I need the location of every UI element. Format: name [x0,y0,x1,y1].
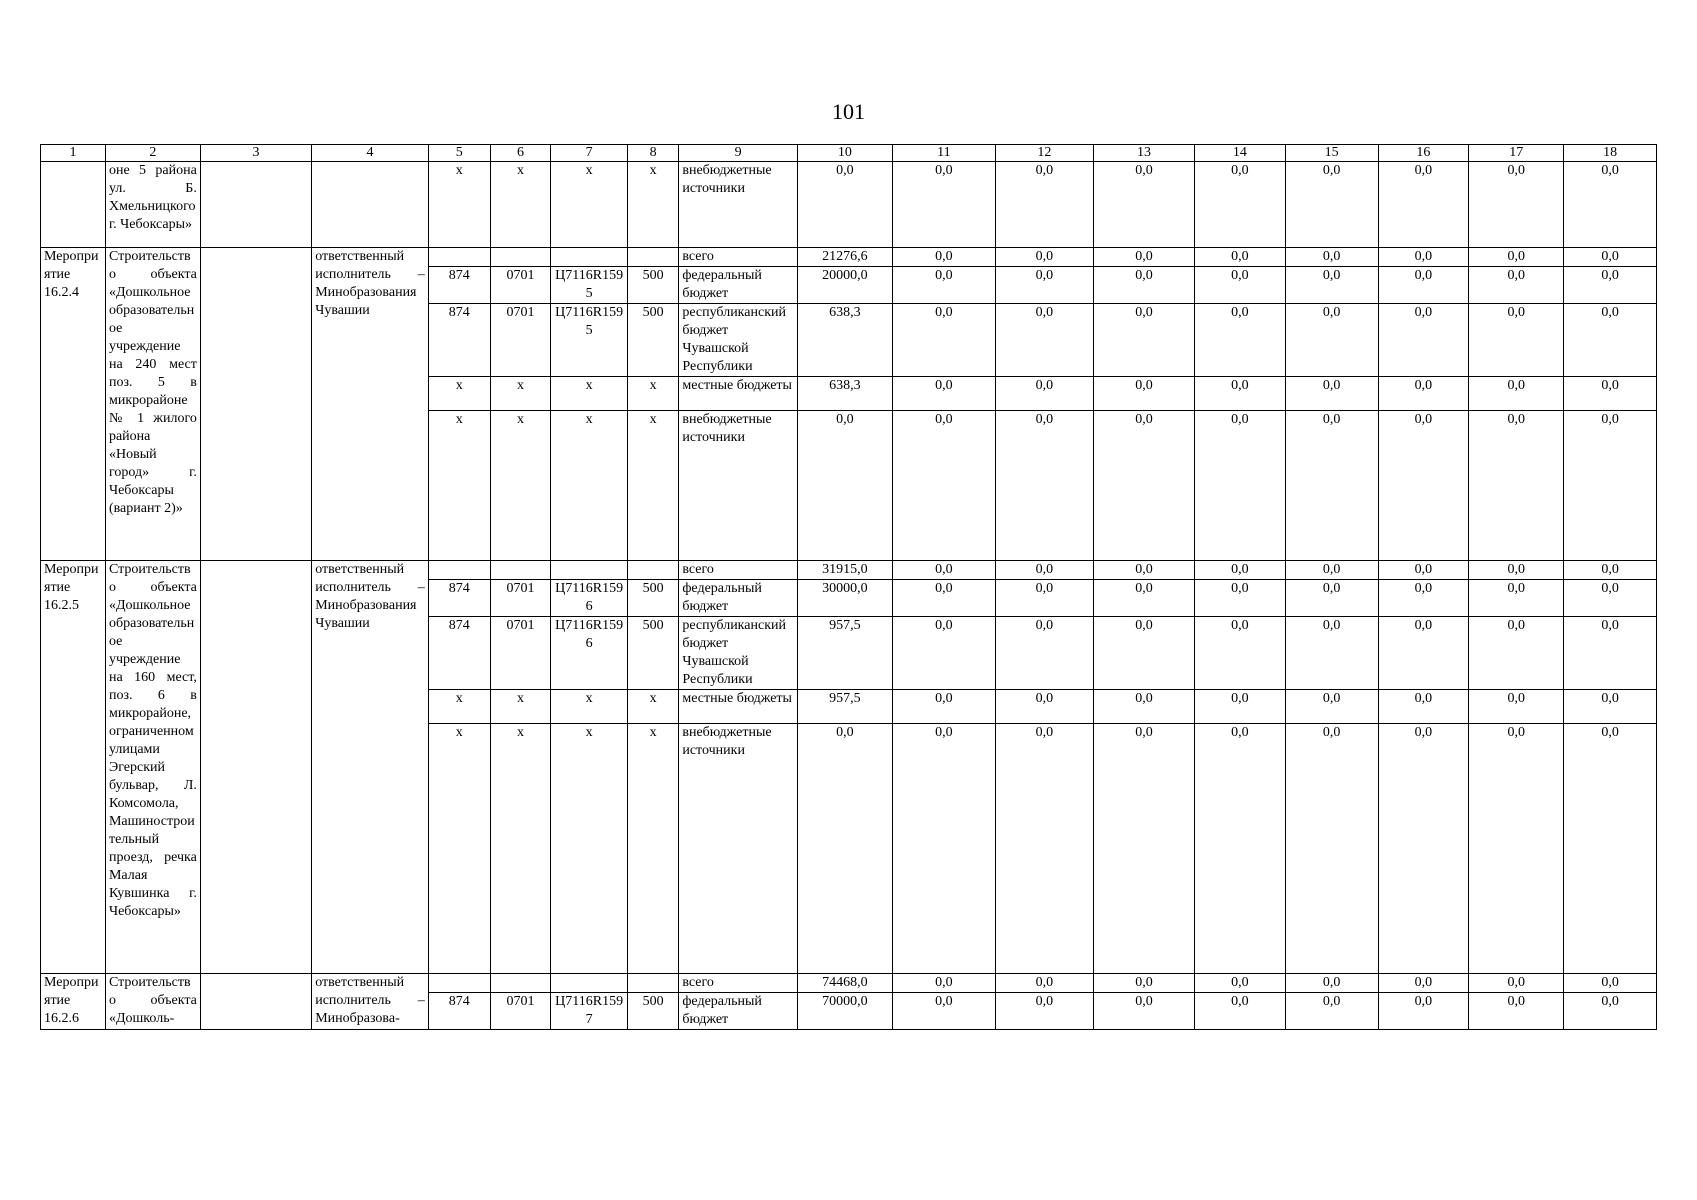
y11-cell: 0,0 [892,724,995,974]
rz-cell: 0701 [490,993,551,1030]
table-row [41,162,1657,248]
y18-cell: 0,0 [1564,377,1657,411]
y14-cell: 0,0 [1194,690,1285,724]
measure-name-cell: оне 5 района ул. Б. Хмельницкого г. Чебоксары» [105,162,200,248]
y13-cell: 0,0 [1093,617,1194,690]
csr-cell: Ц7116R1595 [551,304,627,377]
vr-cell: х [627,162,679,248]
vr-cell: 500 [627,993,679,1030]
source-cell: всего [679,561,798,580]
participant-cell [200,974,311,1030]
kfsr-cell [428,974,490,993]
source-cell: республиканский бюджет Чувашской Республики [679,617,798,690]
y12-cell: 0,0 [995,690,1093,724]
csr-cell: Ц7116R1596 [551,617,627,690]
table-row [41,561,1657,580]
source-cell: всего [679,248,798,267]
rz-cell: 0701 [490,267,551,304]
y18-cell: 0,0 [1564,411,1657,561]
rz-cell [490,561,551,580]
kfsr-cell: х [428,690,490,724]
y13-cell: 0,0 [1093,267,1194,304]
kfsr-cell [428,561,490,580]
y18-cell: 0,0 [1564,304,1657,377]
y14-cell: 0,0 [1194,580,1285,617]
y14-cell: 0,0 [1194,377,1285,411]
y17-cell: 0,0 [1469,304,1564,377]
y10-cell: 70000,0 [797,993,892,1030]
csr-cell: Ц7116R1595 [551,267,627,304]
y14-cell: 0,0 [1194,561,1285,580]
y15-cell: 0,0 [1285,974,1378,993]
y12-cell: 0,0 [995,974,1093,993]
source-cell: республиканский бюджет Чувашской Республики [679,304,798,377]
page-number: 101 [832,99,865,124]
y11-cell: 0,0 [892,267,995,304]
y12-cell: 0,0 [995,561,1093,580]
y16-cell: 0,0 [1378,993,1469,1030]
y10-cell: 20000,0 [797,267,892,304]
vr-cell: 500 [627,617,679,690]
vr-cell: х [627,377,679,411]
y17-cell: 0,0 [1469,580,1564,617]
measure-label-cell [41,162,106,248]
kfsr-cell: х [428,162,490,248]
y12-cell: 0,0 [995,724,1093,974]
kfsr-cell [428,248,490,267]
y16-cell: 0,0 [1378,724,1469,974]
y16-cell: 0,0 [1378,974,1469,993]
y11-cell: 0,0 [892,690,995,724]
y17-cell: 0,0 [1469,411,1564,561]
y11-cell: 0,0 [892,377,995,411]
rz-cell [490,248,551,267]
y13-cell: 0,0 [1093,377,1194,411]
y18-cell: 0,0 [1564,162,1657,248]
vr-cell [627,561,679,580]
y14-cell: 0,0 [1194,162,1285,248]
y11-cell: 0,0 [892,304,995,377]
kfsr-cell: 874 [428,580,490,617]
y16-cell: 0,0 [1378,304,1469,377]
column-header: 13 [1093,145,1194,162]
executor-cell [312,162,429,248]
y12-cell: 0,0 [995,162,1093,248]
rz-cell: х [490,724,551,974]
y15-cell: 0,0 [1285,993,1378,1030]
csr-cell: Ц7116R1597 [551,993,627,1030]
y18-cell: 0,0 [1564,974,1657,993]
y17-cell: 0,0 [1469,162,1564,248]
kfsr-cell: 874 [428,304,490,377]
y14-cell: 0,0 [1194,304,1285,377]
source-cell: внебюджетные источники [679,411,798,561]
executor-cell: ответственный исполнитель – Минобразования Чувашии [312,248,429,561]
vr-cell [627,248,679,267]
csr-cell [551,974,627,993]
y15-cell: 0,0 [1285,304,1378,377]
vr-cell: 500 [627,267,679,304]
column-header: 12 [995,145,1093,162]
source-cell: всего [679,974,798,993]
csr-cell: х [551,690,627,724]
csr-cell: Ц7116R1596 [551,580,627,617]
y11-cell: 0,0 [892,248,995,267]
y14-cell: 0,0 [1194,267,1285,304]
source-cell: федеральный бюджет [679,580,798,617]
csr-cell: х [551,724,627,974]
y15-cell: 0,0 [1285,561,1378,580]
rz-cell: х [490,377,551,411]
kfsr-cell: х [428,411,490,561]
rz-cell: х [490,690,551,724]
y10-cell: 957,5 [797,690,892,724]
y16-cell: 0,0 [1378,377,1469,411]
measure-name-cell: Строительство объекта «Дошкольное образовательное учреждение на 240 мест поз. 5 в микрорайоне № 1 жилого района «Новый город» г. Чебоксары (вариант 2)» [105,248,200,561]
participant-cell [200,248,311,561]
y17-cell: 0,0 [1469,561,1564,580]
header-row [41,145,1657,162]
y12-cell: 0,0 [995,580,1093,617]
y11-cell: 0,0 [892,993,995,1030]
column-header: 15 [1285,145,1378,162]
column-header: 9 [679,145,798,162]
vr-cell: 500 [627,580,679,617]
y18-cell: 0,0 [1564,724,1657,974]
y10-cell: 0,0 [797,411,892,561]
y15-cell: 0,0 [1285,377,1378,411]
y11-cell: 0,0 [892,561,995,580]
y14-cell: 0,0 [1194,724,1285,974]
y10-cell: 0,0 [797,162,892,248]
y16-cell: 0,0 [1378,580,1469,617]
y18-cell: 0,0 [1564,248,1657,267]
measure-label-cell: Мероприятие 16.2.4 [41,248,106,561]
kfsr-cell: 874 [428,267,490,304]
y10-cell: 30000,0 [797,580,892,617]
y15-cell: 0,0 [1285,267,1378,304]
column-header: 18 [1564,145,1657,162]
measure-name-cell: Строительство объекта «Дошколь- [105,974,200,1030]
budget-table [40,144,1657,1030]
column-header: 10 [797,145,892,162]
source-cell: внебюджетные источники [679,724,798,974]
rz-cell: 0701 [490,304,551,377]
csr-cell [551,561,627,580]
csr-cell: х [551,162,627,248]
vr-cell: х [627,690,679,724]
measure-label-cell: Мероприятие 16.2.5 [41,561,106,974]
y11-cell: 0,0 [892,617,995,690]
table-row [41,974,1657,993]
y13-cell: 0,0 [1093,411,1194,561]
y14-cell: 0,0 [1194,993,1285,1030]
y10-cell: 74468,0 [797,974,892,993]
y18-cell: 0,0 [1564,617,1657,690]
y10-cell: 638,3 [797,377,892,411]
y16-cell: 0,0 [1378,411,1469,561]
column-header: 8 [627,145,679,162]
y10-cell: 638,3 [797,304,892,377]
y13-cell: 0,0 [1093,993,1194,1030]
rz-cell: 0701 [490,580,551,617]
source-cell: федеральный бюджет [679,993,798,1030]
y12-cell: 0,0 [995,267,1093,304]
y13-cell: 0,0 [1093,561,1194,580]
y17-cell: 0,0 [1469,377,1564,411]
csr-cell [551,248,627,267]
y10-cell: 31915,0 [797,561,892,580]
y12-cell: 0,0 [995,304,1093,377]
vr-cell: 500 [627,304,679,377]
rz-cell: 0701 [490,617,551,690]
measure-name-cell: Строительство объекта «Дошкольное образовательное учреждение на 160 мест, поз. 6 в микрорайоне, ограниченном улицами Эгерский бульвар, Л. Комсомола, Машиностроительный проезд, речка Малая Кувшинка г. Чебоксары» [105,561,200,974]
vr-cell: х [627,411,679,561]
y13-cell: 0,0 [1093,690,1194,724]
y12-cell: 0,0 [995,411,1093,561]
column-header: 7 [551,145,627,162]
column-header: 16 [1378,145,1469,162]
csr-cell: х [551,411,627,561]
y13-cell: 0,0 [1093,724,1194,974]
vr-cell [627,974,679,993]
y14-cell: 0,0 [1194,248,1285,267]
y15-cell: 0,0 [1285,162,1378,248]
y17-cell: 0,0 [1469,248,1564,267]
y15-cell: 0,0 [1285,248,1378,267]
y17-cell: 0,0 [1469,974,1564,993]
rz-cell [490,974,551,993]
column-header: 4 [312,145,429,162]
y11-cell: 0,0 [892,580,995,617]
executor-cell: ответственный исполнитель – Минобразования Чувашии [312,561,429,974]
y14-cell: 0,0 [1194,974,1285,993]
y15-cell: 0,0 [1285,690,1378,724]
y11-cell: 0,0 [892,162,995,248]
rz-cell: х [490,162,551,248]
y17-cell: 0,0 [1469,993,1564,1030]
kfsr-cell: 874 [428,617,490,690]
source-cell: местные бюджеты [679,690,798,724]
y17-cell: 0,0 [1469,267,1564,304]
y10-cell: 21276,6 [797,248,892,267]
y18-cell: 0,0 [1564,993,1657,1030]
y16-cell: 0,0 [1378,617,1469,690]
kfsr-cell: х [428,377,490,411]
source-cell: внебюджетные источники [679,162,798,248]
y11-cell: 0,0 [892,411,995,561]
y13-cell: 0,0 [1093,580,1194,617]
y13-cell: 0,0 [1093,162,1194,248]
y17-cell: 0,0 [1469,724,1564,974]
column-header: 17 [1469,145,1564,162]
y17-cell: 0,0 [1469,690,1564,724]
y16-cell: 0,0 [1378,162,1469,248]
source-cell: местные бюджеты [679,377,798,411]
column-header: 2 [105,145,200,162]
y17-cell: 0,0 [1469,617,1564,690]
y10-cell: 0,0 [797,724,892,974]
y14-cell: 0,0 [1194,617,1285,690]
y14-cell: 0,0 [1194,411,1285,561]
y18-cell: 0,0 [1564,267,1657,304]
source-cell: федеральный бюджет [679,267,798,304]
executor-cell: ответственный исполнитель – Минобразова- [312,974,429,1030]
y16-cell: 0,0 [1378,561,1469,580]
csr-cell: х [551,377,627,411]
column-header: 11 [892,145,995,162]
y12-cell: 0,0 [995,617,1093,690]
y16-cell: 0,0 [1378,248,1469,267]
y15-cell: 0,0 [1285,724,1378,974]
column-header: 3 [200,145,311,162]
participant-cell [200,561,311,974]
y15-cell: 0,0 [1285,411,1378,561]
y13-cell: 0,0 [1093,974,1194,993]
y11-cell: 0,0 [892,974,995,993]
measure-label-cell: Мероприятие 16.2.6 [41,974,106,1030]
y18-cell: 0,0 [1564,561,1657,580]
y15-cell: 0,0 [1285,580,1378,617]
column-header: 1 [41,145,106,162]
y10-cell: 957,5 [797,617,892,690]
y18-cell: 0,0 [1564,690,1657,724]
column-header: 5 [428,145,490,162]
y12-cell: 0,0 [995,993,1093,1030]
y15-cell: 0,0 [1285,617,1378,690]
rz-cell: х [490,411,551,561]
vr-cell: х [627,724,679,974]
kfsr-cell: 874 [428,993,490,1030]
y12-cell: 0,0 [995,248,1093,267]
y13-cell: 0,0 [1093,248,1194,267]
column-header: 6 [490,145,551,162]
y18-cell: 0,0 [1564,580,1657,617]
y16-cell: 0,0 [1378,267,1469,304]
y12-cell: 0,0 [995,377,1093,411]
participant-cell [200,162,311,248]
column-header: 14 [1194,145,1285,162]
kfsr-cell: х [428,724,490,974]
y16-cell: 0,0 [1378,690,1469,724]
y13-cell: 0,0 [1093,304,1194,377]
table-row [41,248,1657,267]
